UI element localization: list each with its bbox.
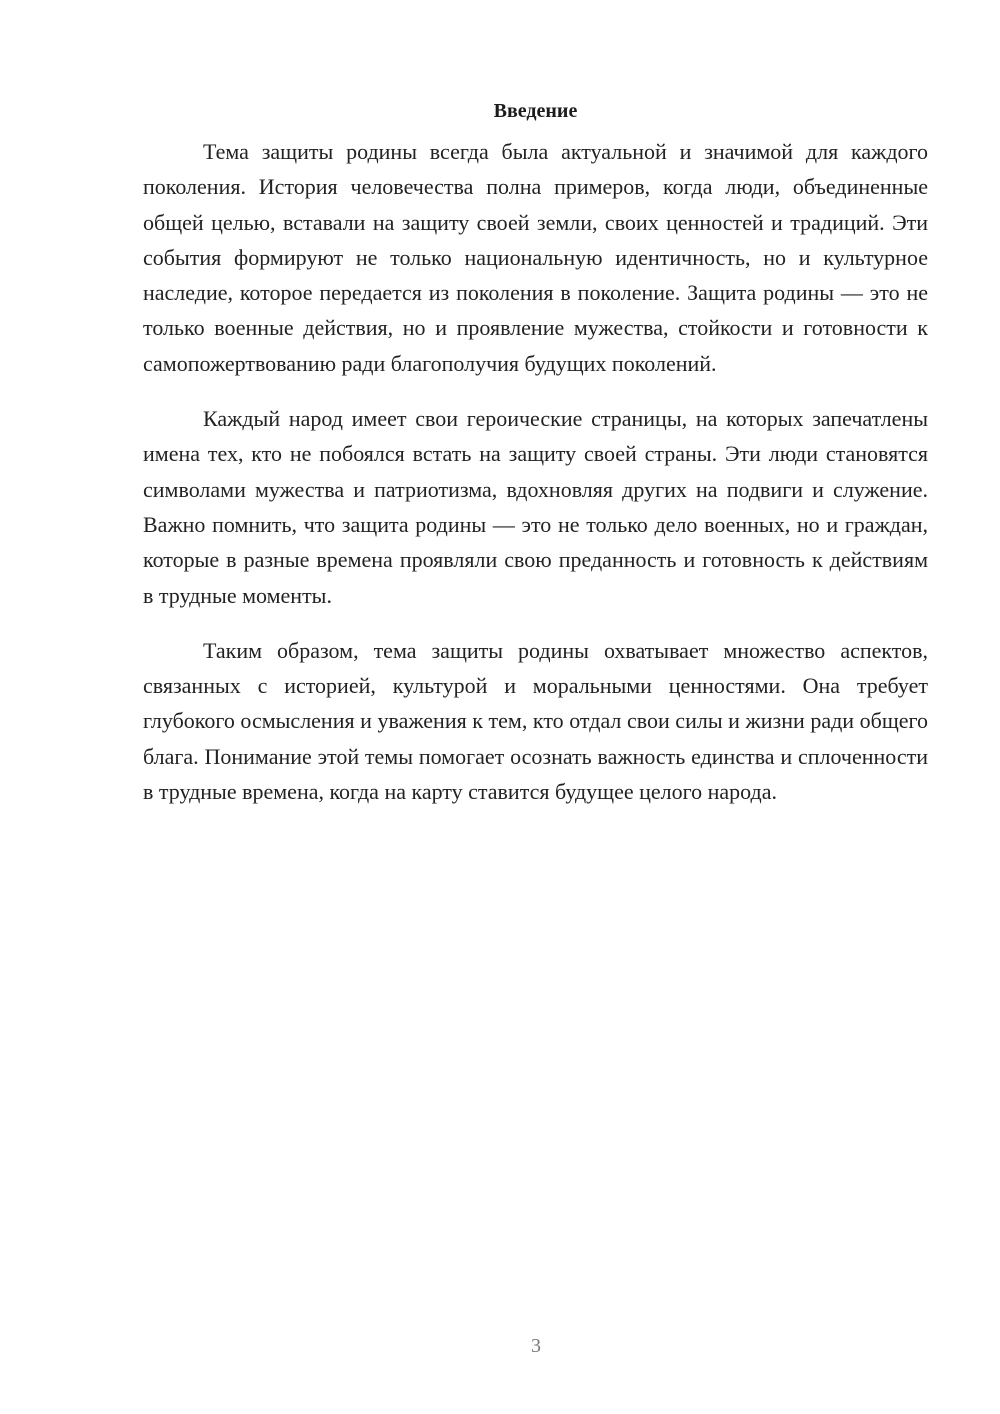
section-title: Введение	[493, 100, 578, 122]
paragraph: Тема защиты родины всегда была актуальной и значимой для каждого поколения. История человечества полна примеров, когда люди, объединенные общей целью, вставали на защиту своей земли, своих ценностей и традиций. Эти события формируют не только национальную идентичность, но и культурное наследие, которое передается из поколения в поколение. Защита родины — это не только военные действия, но и проявление мужества, стойкости и готовности к самопожертвованию ради благополучия будущих поколений.	[143, 139, 928, 376]
page-content	[143, 96, 928, 829]
paragraph: Каждый народ имеет свои героические страницы, на которых запечатлены имена тех, кто не побоялся встать на защиту своей страны. Эти люди становятся символами мужества и патриотизма, вдохновляя других на подвиги и служение. Важно помнить, что защита родины — это не только дело военных, но и граждан, которые в разные времена проявляли свою преданность и готовность к действиям в трудные моменты.	[143, 406, 928, 608]
page-number: 3	[531, 1335, 541, 1357]
paragraph: Таким образом, тема защиты родины охватывает множество аспектов, связанных с историей, культурой и моральными ценностями. Она требует глубокого осмысления и уважения к тем, кто отдал свои силы и жизни ради общего блага. Понимание этой темы помогает осознать важность единства и сплоченности в трудные времена, когда на карту ставится будущее целого народа.	[143, 637, 928, 805]
